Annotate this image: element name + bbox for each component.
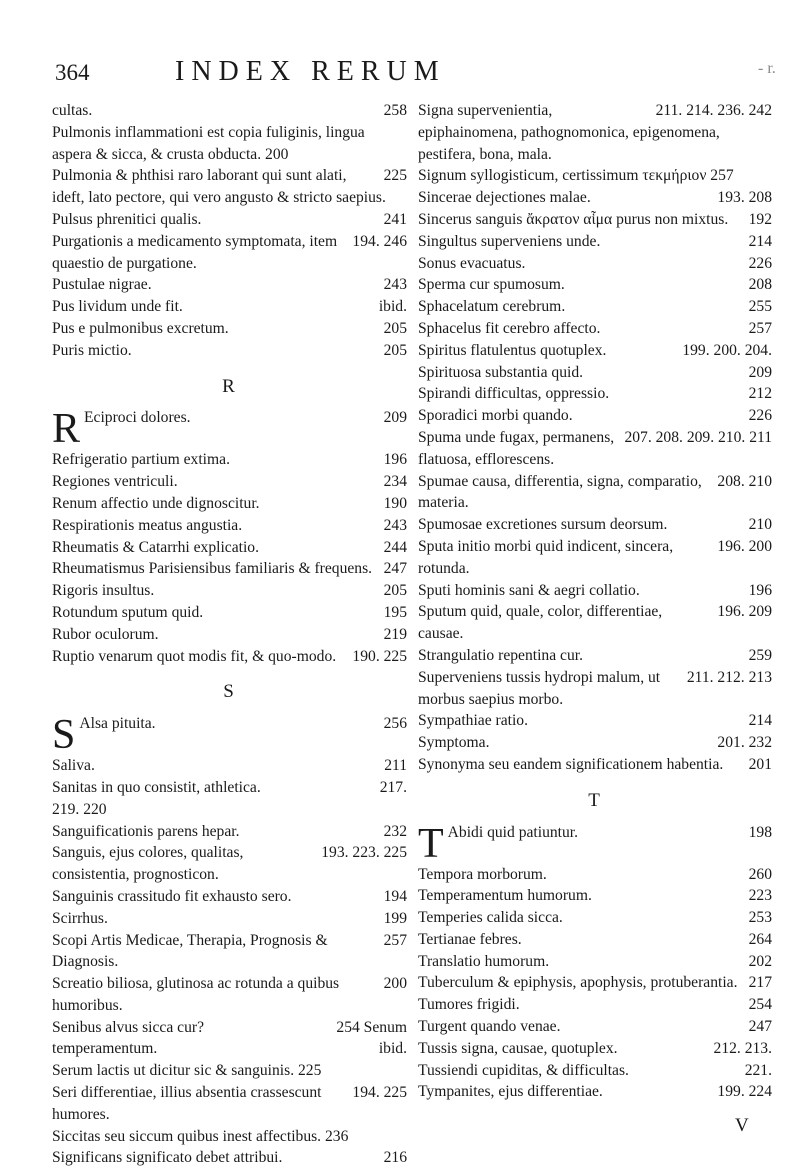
index-entry bbox=[418, 536, 772, 580]
entry-text: Pus e pulmonibus excretum. bbox=[52, 319, 229, 337]
entry-text: Spumae causa, differentia, signa, comparatio, materia. bbox=[418, 472, 702, 512]
entry-pages: 194. 225 bbox=[352, 1084, 407, 1102]
entry-pages: 226 bbox=[748, 254, 772, 272]
entry-text: Significans significato debet attribui. bbox=[52, 1149, 283, 1167]
index-entry bbox=[418, 864, 772, 886]
index-entry bbox=[418, 165, 772, 187]
index-entry bbox=[52, 471, 407, 493]
entry-text: Pustulae nigrae. bbox=[52, 276, 152, 294]
entry-pages: 243 bbox=[383, 276, 407, 294]
entry-text: Purgationis a medicamento symptomata, item quaestio de purgatione. bbox=[52, 232, 338, 272]
entry-text: Pulmonis inflammationi est copia fuliginis, lingua aspera & sicca, & crusta obducta. 200 bbox=[52, 123, 365, 163]
entry-pages: 257 bbox=[383, 931, 407, 949]
index-entry bbox=[418, 951, 772, 973]
entry-text: Tussis signa, causae, quotuplex. bbox=[418, 1039, 618, 1057]
entry-pages: 199. 224 bbox=[717, 1083, 772, 1101]
entry-text: Sincerae dejectiones malae. bbox=[418, 189, 591, 207]
entry-pages: 190. 225 bbox=[352, 647, 407, 665]
entry-pages: 196 bbox=[383, 451, 407, 469]
index-entry bbox=[418, 514, 772, 536]
index-entry bbox=[52, 558, 407, 580]
index-entry bbox=[418, 253, 772, 275]
index-entry bbox=[418, 274, 772, 296]
entry-text: Singultus superveniens unde. bbox=[418, 232, 601, 250]
entry-text: Screatio biliosa, glutinosa ac rotunda a quibus humoribus. bbox=[52, 975, 340, 1014]
entry-pages: 205 bbox=[383, 582, 407, 600]
entry-text: Translatio humorum. bbox=[418, 952, 550, 970]
entry-text: Synonyma seu eandem significationem habentia. bbox=[418, 755, 724, 773]
entry-pages: 201. 232 bbox=[717, 734, 772, 752]
entry-pages: 255 bbox=[748, 298, 772, 316]
index-entry bbox=[52, 799, 407, 821]
index-entry bbox=[52, 973, 407, 1017]
entry-pages: 223 bbox=[748, 887, 772, 905]
index-entry bbox=[418, 340, 772, 362]
entry-text: Spirituosa substantia quid. bbox=[418, 363, 584, 381]
index-entry bbox=[418, 209, 772, 231]
index-entry bbox=[52, 406, 407, 453]
drop-cap: R bbox=[52, 406, 81, 453]
entry-pages: 214 bbox=[748, 232, 772, 250]
entry-text: Saliva. bbox=[52, 757, 95, 775]
entry-pages: 196 bbox=[748, 581, 772, 599]
entry-pages: 254 Senum bbox=[336, 1018, 407, 1036]
entry-pages: 212 bbox=[748, 385, 772, 403]
entry-text: Signa supervenientia, epiphainomena, pathognomonica, epigenomena, pestifera, bona, mala. bbox=[418, 102, 720, 163]
entry-pages: ibid. bbox=[378, 1040, 407, 1058]
index-entry bbox=[418, 471, 772, 515]
index-entry bbox=[52, 449, 407, 471]
entry-pages: 193. 208 bbox=[717, 189, 772, 207]
index-entry bbox=[52, 886, 407, 908]
entry-pages: 256 bbox=[383, 715, 407, 733]
entry-pages: 219 bbox=[383, 625, 407, 643]
entry-text: Tumores frigidi. bbox=[418, 996, 520, 1014]
entry-text: Scirrhus. bbox=[52, 909, 108, 927]
index-entry bbox=[418, 1016, 772, 1038]
entry-text: Abidi quid patiuntur. bbox=[447, 823, 579, 841]
entry-text: Serum lactis ut dicitur sic & sanguinis. 225 bbox=[52, 1062, 322, 1080]
index-entry bbox=[418, 820, 772, 867]
entry-pages: 210 bbox=[748, 516, 772, 534]
left-column bbox=[52, 100, 407, 1169]
index-entry bbox=[418, 1081, 772, 1103]
entry-text: Seri differentiae, illius absentia crassescunt humores. bbox=[52, 1084, 322, 1123]
index-entry bbox=[418, 929, 772, 951]
entry-text: Rigoris insultus. bbox=[52, 582, 155, 600]
index-entry bbox=[418, 231, 772, 253]
entry-pages: 254 bbox=[748, 996, 772, 1014]
index-entry bbox=[52, 296, 407, 318]
entry-text: Eciproci dolores. bbox=[84, 409, 191, 427]
entry-pages: 225 bbox=[383, 167, 407, 185]
entry-pages: 198 bbox=[748, 823, 772, 841]
page-title: INDEX RERUM bbox=[175, 56, 446, 87]
entry-text: Signum syllogisticum, certissimum τεκμήριον 257 bbox=[418, 167, 734, 185]
entry-text: Sanguis, ejus colores, qualitas, consistentia, prognosticon. bbox=[52, 844, 244, 884]
index-entry bbox=[418, 645, 772, 667]
entry-pages: 202 bbox=[748, 952, 772, 970]
entry-pages: 205 bbox=[383, 319, 407, 337]
entry-text: Tempora morborum. bbox=[418, 865, 547, 883]
index-entry bbox=[52, 318, 407, 340]
index-entry bbox=[418, 885, 772, 907]
entry-text: Superveniens tussis hydropi malum, ut morbus saepius morbo. bbox=[418, 668, 661, 708]
entry-pages: 257 bbox=[748, 319, 772, 337]
index-entry bbox=[52, 1060, 407, 1082]
entry-text: Scopi Artis Medicae, Therapia, Prognosis & Diagnosis. bbox=[52, 931, 328, 971]
entry-pages: 207. 208. 209. 210. 211 bbox=[624, 428, 772, 446]
entry-pages: 217. bbox=[379, 778, 407, 796]
entry-pages: 200 bbox=[383, 975, 407, 993]
entry-pages: 234 bbox=[383, 473, 407, 491]
index-entry bbox=[52, 646, 407, 668]
entry-pages: 209 bbox=[383, 409, 407, 427]
entry-text: Spirandi difficultas, oppressio. bbox=[418, 385, 610, 403]
entry-pages: 195 bbox=[383, 603, 407, 621]
header-mark: - r. bbox=[758, 60, 776, 77]
index-entry bbox=[52, 842, 407, 886]
entry-pages: 217 bbox=[748, 974, 772, 992]
entry-text: Puris mictio. bbox=[52, 341, 132, 359]
drop-cap: T bbox=[418, 820, 444, 867]
entry-text: Sputi hominis sani & aegri collatio. bbox=[418, 581, 640, 599]
index-entry bbox=[418, 907, 772, 929]
index-entry bbox=[52, 624, 407, 646]
entry-text: Tympanites, ejus differentiae. bbox=[418, 1083, 603, 1101]
index-entry bbox=[418, 972, 772, 994]
entry-text: Tussiendi cupiditas, & difficultas. bbox=[418, 1061, 629, 1079]
entry-text: Renum affectio unde dignoscitur. bbox=[52, 494, 260, 512]
index-entry bbox=[52, 537, 407, 559]
entry-pages: 199. 200. 204. bbox=[682, 341, 772, 359]
index-entry bbox=[52, 1147, 407, 1169]
index-entry bbox=[52, 515, 407, 537]
index-entry bbox=[418, 1038, 772, 1060]
section-letter: S bbox=[223, 681, 236, 703]
entry-text: Tertianae febres. bbox=[418, 930, 522, 948]
entry-text: Sputum quid, quale, color, differentiae, causae. bbox=[418, 603, 663, 643]
index-entry bbox=[52, 908, 407, 930]
index-entry bbox=[52, 1017, 407, 1039]
entry-pages: 247 bbox=[383, 560, 407, 578]
index-entry bbox=[418, 100, 772, 165]
index-entry bbox=[52, 493, 407, 515]
index-entry bbox=[52, 1126, 407, 1148]
entry-text: Ruptio venarum quot modis fit, & quo-modo. bbox=[52, 647, 337, 665]
entry-text: 219. 220 bbox=[52, 800, 107, 818]
entry-pages: 208 bbox=[748, 276, 772, 294]
entry-pages: 211. 212. 213 bbox=[686, 668, 772, 686]
entry-text: Temperamentum humorum. bbox=[418, 887, 592, 905]
index-entry bbox=[52, 712, 407, 759]
entry-text: Alsa pituita. bbox=[79, 715, 156, 733]
index-entry bbox=[52, 1038, 407, 1060]
index-entry bbox=[418, 994, 772, 1016]
entry-pages: 196. 209 bbox=[717, 603, 772, 621]
entry-text: Refrigeratio partium extima. bbox=[52, 451, 230, 469]
entry-text: Sperma cur spumosum. bbox=[418, 276, 565, 294]
entry-text: Senibus alvus sicca cur? bbox=[52, 1018, 204, 1036]
section-letter: R bbox=[222, 375, 237, 397]
entry-text: Sporadici morbi quando. bbox=[418, 407, 573, 425]
index-entry bbox=[418, 580, 772, 602]
entry-pages: 241 bbox=[383, 210, 407, 228]
entry-pages: 209 bbox=[748, 363, 772, 381]
entry-text: Rheumatismus Parisiensibus familiaris & frequens. bbox=[52, 560, 373, 578]
entry-pages: 253 bbox=[748, 909, 772, 927]
index-entry bbox=[52, 821, 407, 843]
entry-pages: 193. 223. 225 bbox=[321, 844, 407, 862]
entry-text: Rubor oculorum. bbox=[52, 625, 159, 643]
entry-pages: 194 bbox=[383, 887, 407, 905]
entry-text: Spumosae excretiones sursum deorsum. bbox=[418, 516, 668, 534]
entry-text: Pulmonia & phthisi raro laborant qui sunt alati, ideft, lato pectore, qui vero angusto & stricto saepius. bbox=[52, 167, 386, 207]
index-entry bbox=[418, 318, 772, 340]
entry-text: cultas. bbox=[52, 102, 93, 119]
index-entry bbox=[418, 667, 772, 711]
index-entry bbox=[418, 732, 772, 754]
entry-pages: 214 bbox=[748, 712, 772, 730]
entry-pages: 221. bbox=[744, 1061, 772, 1079]
entry-text: Rotundum sputum quid. bbox=[52, 603, 204, 621]
entry-text: Sanitas in quo consistit, athletica. bbox=[52, 778, 261, 796]
index-entry bbox=[52, 122, 407, 166]
entry-text: Temperies calida sicca. bbox=[418, 909, 563, 927]
index-entry bbox=[418, 187, 772, 209]
index-entry bbox=[418, 754, 772, 776]
entry-text: Rheumatis & Catarrhi explicatio. bbox=[52, 538, 259, 556]
index-entry bbox=[418, 601, 772, 645]
index-entry bbox=[52, 930, 407, 974]
entry-text: Spiritus flatulentus quotuplex. bbox=[418, 341, 607, 359]
entry-pages: 212. 213. bbox=[713, 1039, 772, 1057]
right-column bbox=[418, 100, 772, 1103]
entry-text: Respirationis meatus angustia. bbox=[52, 516, 243, 534]
entry-pages: 192 bbox=[748, 210, 772, 228]
entry-pages: 199 bbox=[383, 909, 407, 927]
entry-pages: 211. 214. 236. 242 bbox=[655, 102, 772, 119]
index-entry bbox=[418, 405, 772, 427]
entry-pages: 247 bbox=[748, 1018, 772, 1036]
entry-text: Tuberculum & epiphysis, apophysis, protuberantia. bbox=[418, 974, 738, 992]
section-letter: T bbox=[588, 789, 602, 811]
index-entry bbox=[52, 1082, 407, 1126]
index-entry bbox=[52, 340, 407, 362]
entry-text: Sanguinis crassitudo fit exhausto sero. bbox=[52, 887, 292, 905]
entry-text: Symptoma. bbox=[418, 734, 490, 752]
entry-pages: 258 bbox=[383, 102, 407, 119]
entry-pages: 264 bbox=[748, 930, 772, 948]
entry-pages: 232 bbox=[383, 822, 407, 840]
index-entry bbox=[52, 602, 407, 624]
index-entry bbox=[52, 274, 407, 296]
index-entry bbox=[52, 100, 407, 122]
index-entry bbox=[52, 580, 407, 602]
entry-pages: 208. 210 bbox=[717, 472, 772, 490]
index-entry bbox=[52, 231, 407, 275]
entry-pages: 205 bbox=[383, 341, 407, 359]
entry-pages: 243 bbox=[383, 516, 407, 534]
entry-pages: 259 bbox=[748, 646, 772, 664]
index-entry bbox=[418, 1060, 772, 1082]
entry-pages: ibid. bbox=[378, 298, 407, 316]
index-entry bbox=[52, 165, 407, 209]
entry-text: Spuma unde fugax, permanens, flatuosa, efflorescens. bbox=[418, 428, 615, 468]
entry-text: Sympathiae ratio. bbox=[418, 712, 528, 730]
entry-text: Sonus evacuatus. bbox=[418, 254, 526, 272]
entry-text: Sanguificationis parens hepar. bbox=[52, 822, 240, 840]
entry-text: Sincerus sanguis ἄκρατον αἷμα purus non mixtus. bbox=[418, 210, 729, 228]
entry-pages: 201 bbox=[748, 755, 772, 773]
entry-pages: 190 bbox=[383, 494, 407, 512]
entry-pages: 211 bbox=[384, 757, 407, 775]
entry-text: Sputa initio morbi quid indicent, sincera, rotunda. bbox=[418, 537, 674, 577]
entry-text: Siccitas seu siccum quibus inest affectibus. 236 bbox=[52, 1127, 349, 1145]
entry-text: Pulsus phrenitici qualis. bbox=[52, 210, 202, 228]
drop-cap: S bbox=[52, 712, 76, 759]
entry-text: Pus lividum unde fit. bbox=[52, 298, 183, 316]
entry-text: Sphacelatum cerebrum. bbox=[418, 298, 566, 316]
index-entry bbox=[418, 362, 772, 384]
entry-pages: 226 bbox=[748, 407, 772, 425]
entry-pages: 244 bbox=[383, 538, 407, 556]
entry-pages: 216 bbox=[383, 1149, 407, 1167]
running-header bbox=[0, 50, 800, 90]
entry-text: Sphacelus fit cerebro affecto. bbox=[418, 319, 601, 337]
catchword: V bbox=[735, 1115, 749, 1136]
entry-text: Turgent quando venae. bbox=[418, 1018, 561, 1036]
index-entry bbox=[418, 383, 772, 405]
entry-text: Regiones ventriculi. bbox=[52, 473, 178, 491]
index-entry bbox=[418, 296, 772, 318]
index-entry bbox=[52, 755, 407, 777]
index-entry bbox=[52, 777, 407, 799]
page-number: 364 bbox=[55, 60, 90, 85]
entry-text: Strangulatio repentina cur. bbox=[418, 646, 583, 664]
entry-pages: 194. 246 bbox=[352, 232, 407, 250]
index-entry bbox=[418, 710, 772, 732]
index-entry bbox=[418, 427, 772, 471]
entry-pages: 196. 200 bbox=[717, 537, 772, 555]
index-entry bbox=[52, 209, 407, 231]
entry-pages: 260 bbox=[748, 865, 772, 883]
entry-text: temperamentum. bbox=[52, 1040, 158, 1058]
